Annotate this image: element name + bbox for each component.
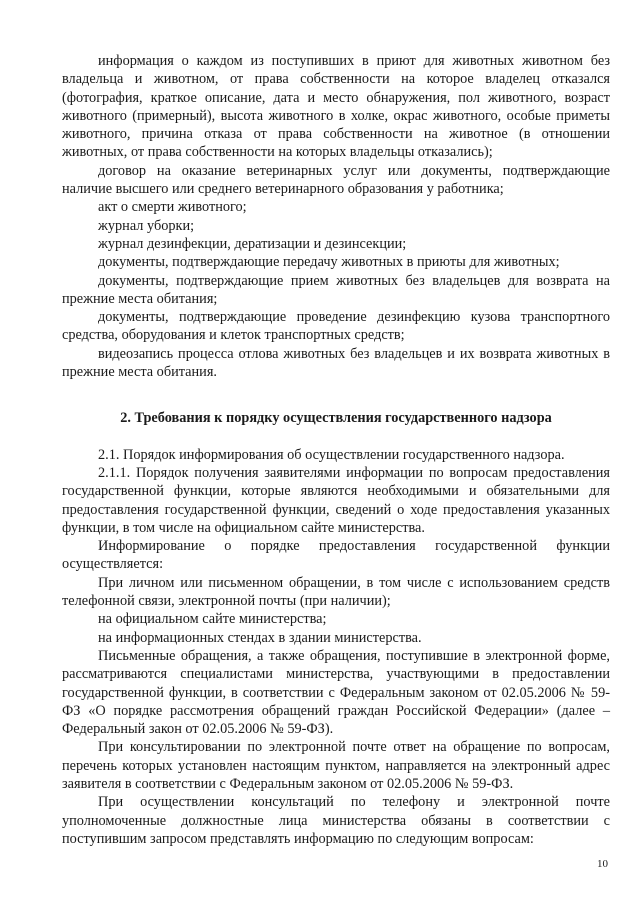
paragraph-death-act: акт о смерти животного; (98, 199, 247, 216)
paragraph-2-1-1: 2.1.1. Порядок получения заявителями информации по вопросам предоставления государственной функции, которые являются необходимыми и обязательными для предоставления государственной функции, сведений о ходе предоставления указанных функции, в том числе на официальном сайте министерства. (62, 464, 610, 536)
document-page (62, 52, 610, 848)
paragraph-vet-contract: договор на оказание ветеринарных услуг или документы, подтверждающие наличие высшего или среднего ветеринарного образования у работника; (62, 162, 610, 198)
section-heading: 2. Требования к порядку осуществления государственного надзора (120, 410, 552, 427)
paragraph-written-requests: Письменные обращения, а также обращения, поступившие в электронной форме, рассматриваются специалистами министерства, участвующими в предоставлении государственной функции, в соответствии с Федеральным законом от 02.05.2006 № 59-ФЗ «О порядке рассмотрения обращений граждан Российской Федерации» (далее – Федеральный закон от 02.05.2006 № 59-ФЗ). (62, 647, 610, 738)
paragraph-personal-request: При личном или письменном обращении, в том числе с использованием средств телефонной связи, электронной почты (при наличии); (62, 574, 610, 610)
paragraph-return-docs: документы, подтверждающие прием животных без владельцев для возврата на прежние места обитания; (62, 272, 610, 307)
paragraph-disinfection-log: журнал дезинфекции, дератизации и дезинсекции; (98, 235, 407, 252)
paragraph-video-record: видеозапись процесса отлова животных без владельцев и их возврата животных в прежние места обитания. (62, 345, 610, 381)
paragraph-animal-info: информация о каждом из поступивших в приют для животных животном без владельца и животном, от права собственности на которое владелец отказался (фотография, краткое описание, дата и место обнаружения, пол животного, возраст животного (примерный), высота животного в холке, окрас животного, особые приметы животного, причина отказа от права собственности на животное (в отношении животных, от права собственности на которых владельцы отказались); (62, 53, 610, 161)
paragraph-info-stands: на информационных стендах в здании министерства. (98, 629, 422, 646)
paragraph-email-consulting: При консультировании по электронной почте ответ на обращение по вопросам, перечень которых установлен настоящим пунктом, направляется на электронный адрес заявителя в соответствии с Федеральным законом от 02.05.2006 № 59-ФЗ. (62, 739, 610, 792)
paragraph-official-site: на официальном сайте министерства; (98, 611, 327, 628)
paragraph-phone-consulting: При осуществлении консультаций по телефону и электронной почте уполномоченные должностные лица министерства обязаны в соответствии с поступившим запросом представлять информацию по следующим вопросам: (62, 794, 610, 847)
paragraph-cleaning-log: журнал уборки; (98, 217, 195, 234)
paragraph-informing: Информирование о порядке предоставления государственной функции осуществляется: (62, 538, 610, 573)
paragraph-vehicle-disinfection: документы, подтверждающие проведение дезинфекцию кузова транспортного средства, оборудования и клеток транспортных средств; (62, 309, 610, 344)
paragraph-2-1: 2.1. Порядок информирования об осуществлении государственного надзора. (98, 446, 565, 463)
page-number: 10 (597, 858, 608, 870)
paragraph-transfer-docs: документы, подтверждающие передачу животных в приюты для животных; (98, 254, 560, 271)
